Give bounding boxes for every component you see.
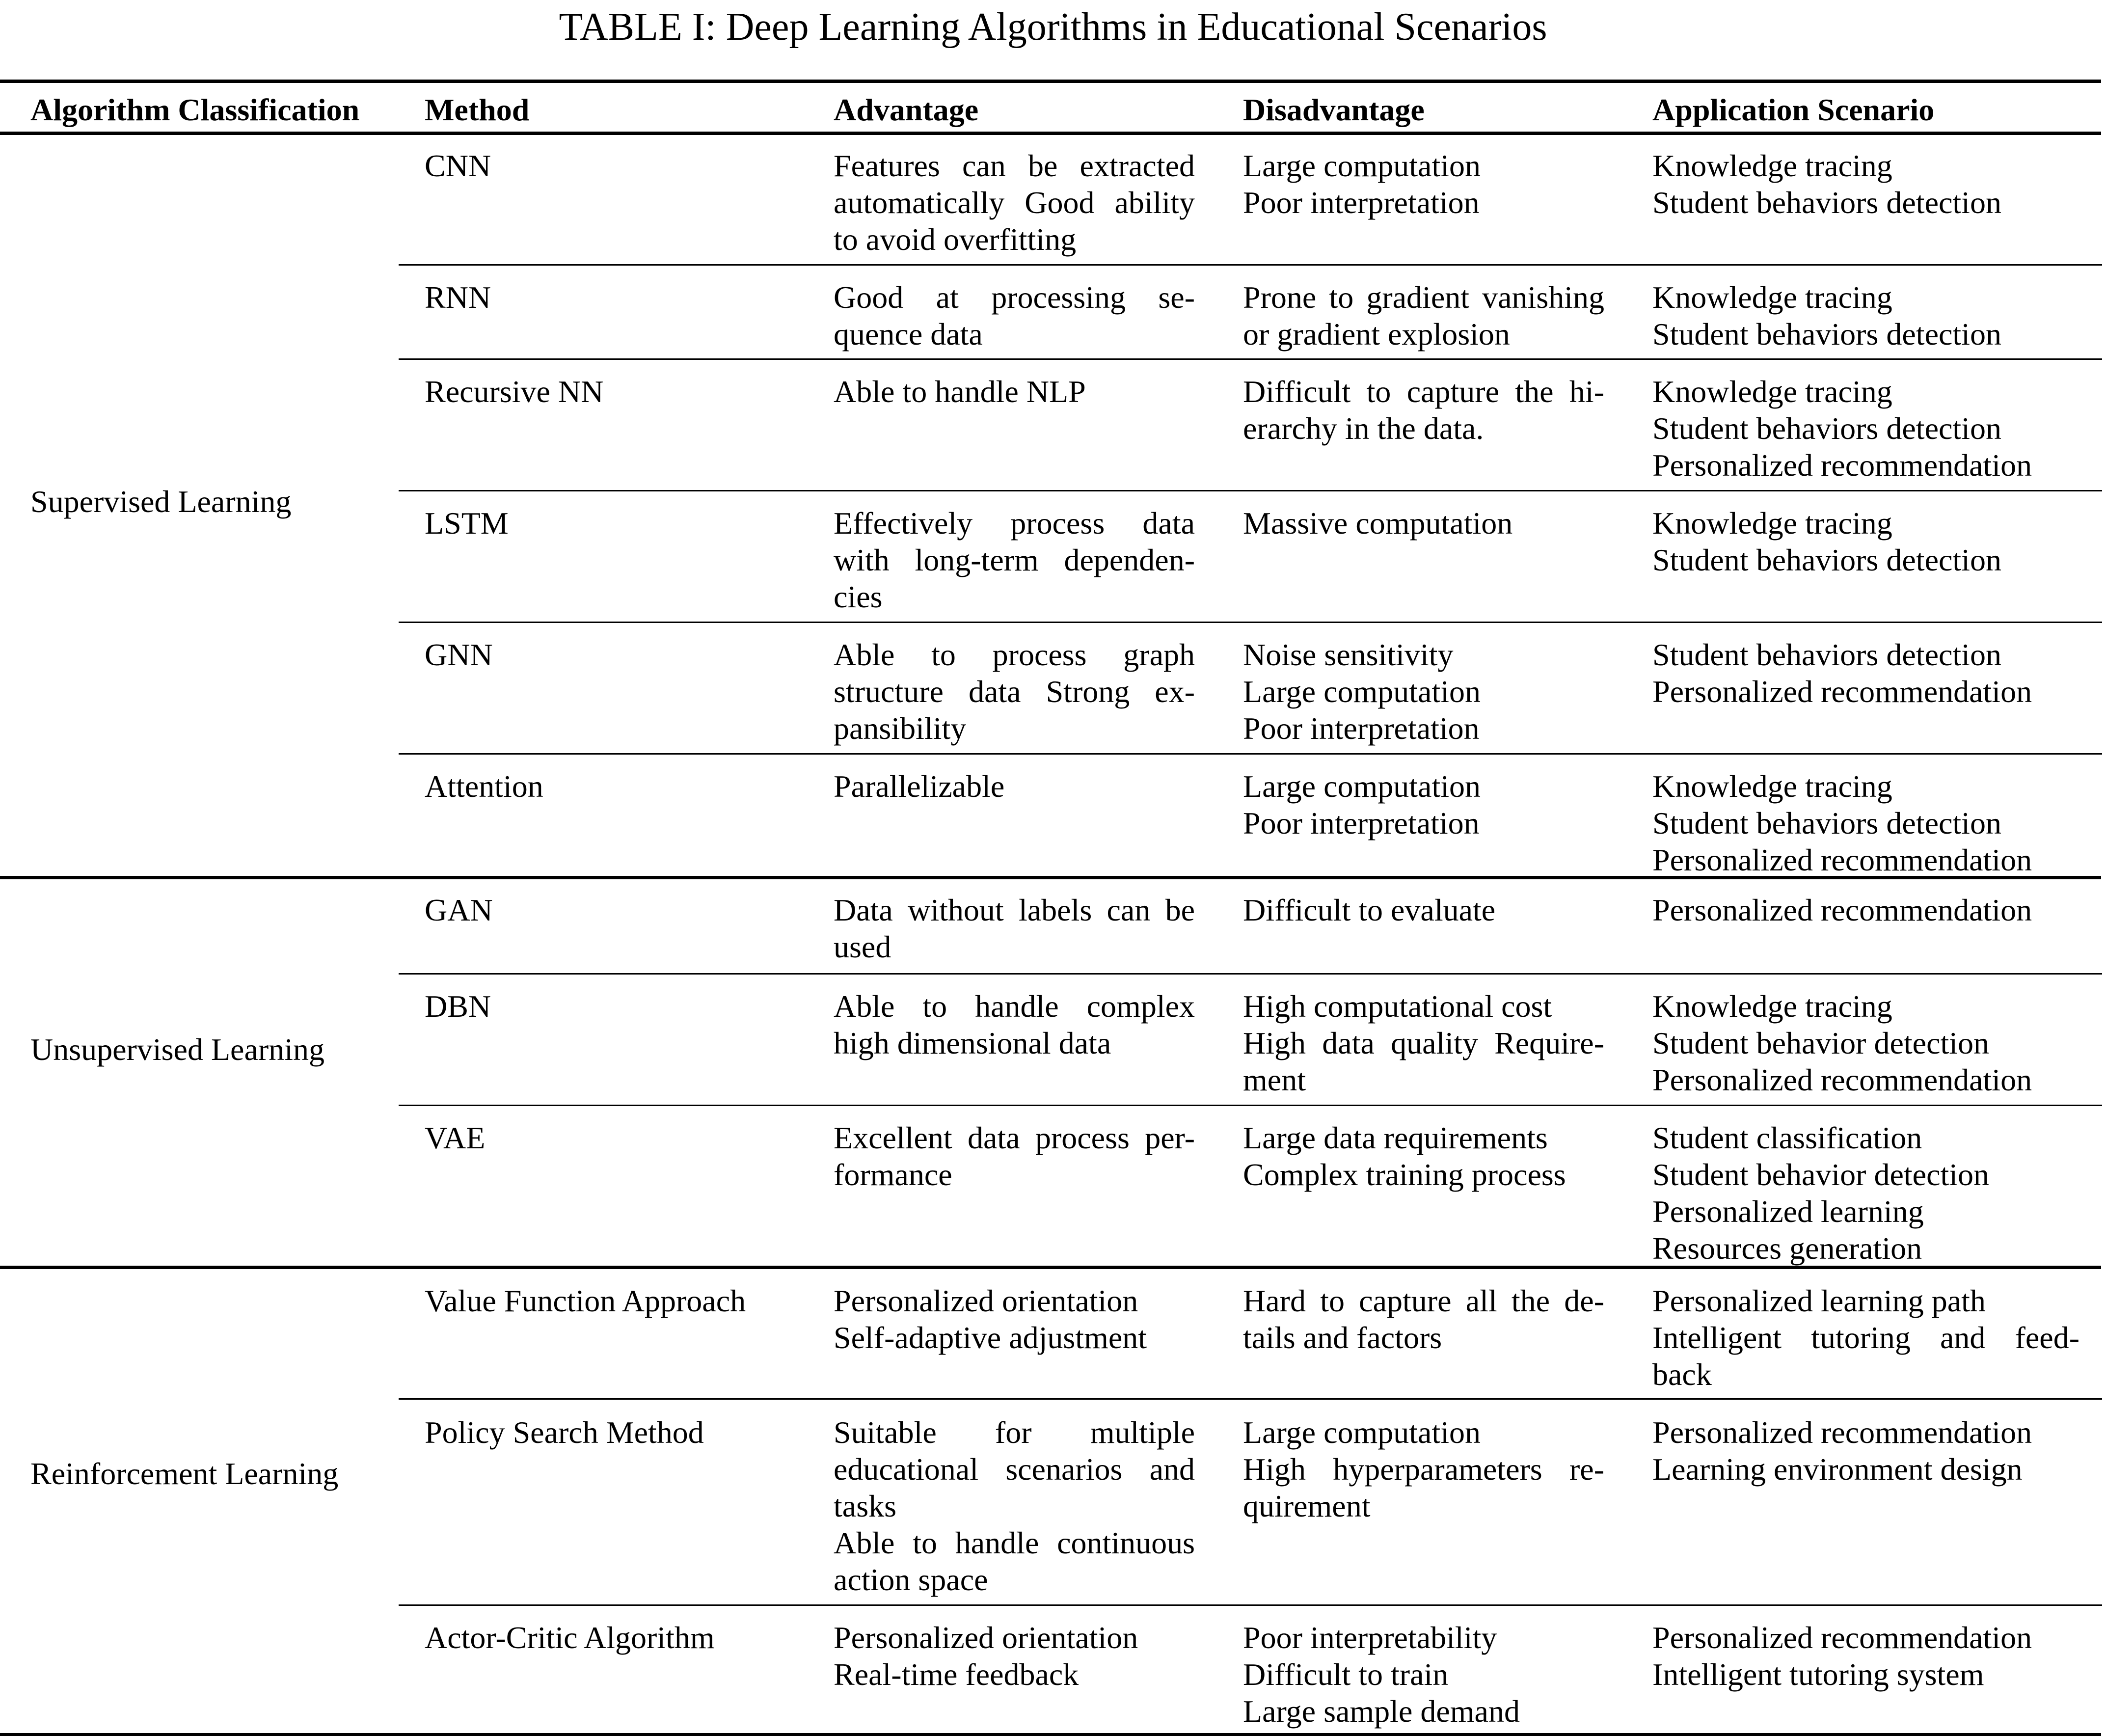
cell-disadvantage-line: Large data requirements <box>1243 1120 1548 1155</box>
cell-scenario-line: Learning environment design <box>1652 1452 2023 1487</box>
cell-disadvantage-line: Poor interpretability <box>1243 1620 1497 1655</box>
header-scenario: Application Scenario <box>1652 92 1935 127</box>
row-separator <box>399 358 2102 360</box>
cell-disadvantage-line: Poor interpretation <box>1243 806 1480 841</box>
cell-method: GNN <box>425 637 493 672</box>
cell-advantage-line: Suitable for multiple <box>834 1415 1195 1450</box>
cell-advantage-line: Good at processing se- <box>834 280 1195 315</box>
cell-scenario-line: Student behaviors detection <box>1652 317 2001 352</box>
cell-scenario-line: Student behaviors detection <box>1652 542 2001 577</box>
cell-advantage-line: Able to handle complex <box>834 989 1195 1024</box>
cell-scenario-line: Student behaviors detection <box>1652 411 2001 446</box>
cell-scenario-line: Student classification <box>1652 1120 1922 1155</box>
cell-scenario-line: back <box>1652 1357 1712 1392</box>
cell-disadvantage-line: Massive computation <box>1243 506 1513 541</box>
cell-disadvantage <box>1243 1414 1604 1524</box>
cell-disadvantage-line: Large computation <box>1243 148 1481 183</box>
cell-advantage <box>834 1619 1195 1693</box>
cell-advantage-line: Able to process graph <box>834 637 1195 672</box>
cell-advantage-line: with long-term dependen- <box>834 542 1195 577</box>
cell-advantage <box>834 1119 1195 1193</box>
cell-disadvantage-line: High hyperparameters re- <box>1243 1452 1604 1487</box>
row-separator <box>399 264 2102 266</box>
cell-advantage-line: Excellent data process per- <box>834 1120 1195 1155</box>
cell-scenario-line: Personalized recommendation <box>1652 674 2032 709</box>
cell-method: CNN <box>425 148 491 183</box>
cell-disadvantage <box>1243 279 1604 353</box>
cell-scenario <box>1652 768 2079 878</box>
cell-scenario <box>1652 505 2079 578</box>
row-separator <box>399 973 2102 975</box>
cell-advantage-line: formance <box>834 1157 952 1192</box>
cell-disadvantage-line: Difficult to capture the hi- <box>1243 374 1604 409</box>
cell-disadvantage-line: Complex training process <box>1243 1157 1566 1192</box>
cell-scenario-line: Personalized recommendation <box>1652 1415 2032 1450</box>
cell-scenario-line: Student behaviors detection <box>1652 185 2001 220</box>
cell-disadvantage <box>1243 988 1604 1098</box>
cell-disadvantage-line: erarchy in the data. <box>1243 411 1484 446</box>
cell-disadvantage-line: Difficult to train <box>1243 1657 1449 1692</box>
table-top-rule <box>0 80 2101 83</box>
cell-disadvantage-line: Large computation <box>1243 769 1481 804</box>
cell-scenario-line: Student behaviors detection <box>1652 806 2001 841</box>
cell-scenario <box>1652 988 2079 1098</box>
cell-advantage-line: to avoid overfitting <box>834 222 1077 257</box>
cell-method: Recursive NN <box>425 374 604 409</box>
cell-scenario-line: Intelligent tutoring system <box>1652 1657 1984 1692</box>
cell-disadvantage <box>1243 636 1604 747</box>
cell-disadvantage-line: ment <box>1243 1062 1306 1097</box>
cell-method: LSTM <box>425 506 509 541</box>
table-caption: TABLE I: Deep Learning Algorithms in Educational Scenarios <box>559 5 1547 49</box>
cell-advantage <box>834 279 1195 353</box>
cell-disadvantage-line: Poor interpretation <box>1243 185 1480 220</box>
cell-advantage-line: structure data Strong ex- <box>834 674 1195 709</box>
cell-disadvantage <box>1243 1619 1604 1730</box>
cell-disadvantage-line: quirement <box>1243 1489 1371 1523</box>
row-separator <box>399 490 2102 491</box>
header-classification: Algorithm Classification <box>30 92 360 127</box>
group-label-unsupervised: Unsupervised Learning <box>30 1032 324 1067</box>
cell-scenario <box>1652 373 2079 484</box>
cell-disadvantage <box>1243 768 1604 841</box>
cell-scenario-line: Personalized recommendation <box>1652 1062 2032 1097</box>
cell-advantage-line: Personalized orientation <box>834 1620 1138 1655</box>
cell-advantage <box>834 768 1195 805</box>
cell-scenario-line: Student behavior detection <box>1652 1026 1990 1060</box>
cell-disadvantage-line: Noise sensitivity <box>1243 637 1454 672</box>
cell-scenario-line: Knowledge tracing <box>1652 769 1892 804</box>
cell-method: Value Function Approach <box>425 1283 746 1318</box>
cell-method: Attention <box>425 769 543 804</box>
cell-scenario-line: Knowledge tracing <box>1652 148 1892 183</box>
cell-advantage <box>834 1414 1195 1598</box>
cell-advantage <box>834 1282 1195 1356</box>
cell-scenario <box>1652 892 2079 928</box>
cell-advantage-line: tasks <box>834 1489 896 1523</box>
cell-scenario <box>1652 1119 2079 1267</box>
cell-advantage-line: Data without labels can be <box>834 893 1195 927</box>
cell-scenario-line: Knowledge tracing <box>1652 506 1892 541</box>
cell-advantage-line: Personalized orientation <box>834 1283 1138 1318</box>
cell-disadvantage <box>1243 1282 1604 1356</box>
cell-disadvantage-line: Poor interpretation <box>1243 711 1480 746</box>
cell-advantage <box>834 988 1195 1061</box>
cell-method: VAE <box>425 1120 486 1155</box>
cell-disadvantage-line: Hard to capture all the de- <box>1243 1283 1604 1318</box>
cell-scenario-line: Personalized recommendation <box>1652 1620 2032 1655</box>
header-advantage: Advantage <box>834 92 979 127</box>
cell-advantage-line: automatically Good ability <box>834 185 1195 220</box>
cell-scenario <box>1652 1619 2079 1693</box>
cell-advantage <box>834 892 1195 965</box>
cell-advantage <box>834 373 1195 410</box>
cell-scenario-line: Knowledge tracing <box>1652 989 1892 1024</box>
cell-advantage <box>834 636 1195 747</box>
cell-disadvantage-line: Prone to gradient vanishing <box>1243 280 1604 315</box>
cell-disadvantage-line: High computational cost <box>1243 989 1552 1024</box>
cell-disadvantage <box>1243 373 1604 447</box>
cell-scenario-line: Knowledge tracing <box>1652 374 1892 409</box>
cell-scenario <box>1652 1282 2079 1393</box>
cell-scenario-line: Personalized learning <box>1652 1194 1924 1229</box>
cell-method: DBN <box>425 989 491 1024</box>
header-bottom-rule <box>0 132 2101 135</box>
cell-scenario-line: Knowledge tracing <box>1652 280 1892 315</box>
cell-scenario <box>1652 636 2079 710</box>
cell-advantage-line: action space <box>834 1562 988 1597</box>
cell-scenario-line: Student behavior detection <box>1652 1157 1990 1192</box>
cell-advantage-line: Able to handle NLP <box>834 374 1086 409</box>
cell-advantage-line: educational scenarios and <box>834 1452 1195 1487</box>
cell-advantage-line: quence data <box>834 317 983 352</box>
cell-scenario <box>1652 1414 2079 1488</box>
cell-disadvantage <box>1243 505 1604 542</box>
cell-scenario <box>1652 279 2079 353</box>
cell-advantage-line: cies <box>834 579 883 614</box>
row-separator <box>399 1604 2102 1606</box>
cell-disadvantage <box>1243 147 1604 221</box>
row-separator <box>399 622 2102 623</box>
cell-advantage-line: high dimensional data <box>834 1026 1111 1060</box>
cell-advantage-line: Real-time feedback <box>834 1657 1079 1692</box>
cell-scenario-line: Student behaviors detection <box>1652 637 2001 672</box>
cell-method: Actor-Critic Algorithm <box>425 1620 715 1655</box>
cell-disadvantage-line: Large computation <box>1243 1415 1481 1450</box>
cell-advantage-line: Features can be extracted <box>834 148 1195 183</box>
group-label-reinforcement: Reinforcement Learning <box>30 1456 339 1491</box>
cell-advantage-line: Effectively process data <box>834 506 1195 541</box>
cell-scenario-line: Personalized recommendation <box>1652 893 2032 927</box>
header-disadvantage: Disadvantage <box>1243 92 1425 127</box>
cell-method: Policy Search Method <box>425 1415 704 1450</box>
cell-disadvantage-line: Large sample demand <box>1243 1694 1520 1729</box>
cell-method: GAN <box>425 893 493 927</box>
cell-scenario <box>1652 147 2079 221</box>
cell-disadvantage-line: Difficult to evaluate <box>1243 893 1496 927</box>
cell-disadvantage-line: tails and factors <box>1243 1320 1442 1355</box>
cell-scenario-line: Personalized recommendation <box>1652 448 2032 483</box>
cell-scenario-line: Personalized recommendation <box>1652 842 2032 877</box>
row-separator <box>399 753 2102 755</box>
cell-disadvantage-line: or gradient explosion <box>1243 317 1510 352</box>
header-method: Method <box>425 92 530 127</box>
cell-scenario-line: Resources generation <box>1652 1231 1922 1266</box>
row-separator <box>399 1105 2102 1106</box>
cell-disadvantage-line: Large computation <box>1243 674 1481 709</box>
cell-scenario-line: Personalized learning path <box>1652 1283 1986 1318</box>
cell-advantage-line: Able to handle continuous <box>834 1525 1195 1560</box>
cell-scenario-line: Intelligent tutoring and feed- <box>1652 1320 2079 1355</box>
cell-advantage-line: used <box>834 929 891 964</box>
cell-disadvantage-line: High data quality Require- <box>1243 1026 1604 1060</box>
cell-disadvantage <box>1243 1119 1604 1193</box>
cell-disadvantage <box>1243 892 1604 928</box>
cell-advantage-line: pansibility <box>834 711 967 746</box>
cell-advantage <box>834 505 1195 615</box>
cell-advantage <box>834 147 1195 258</box>
group-label-supervised: Supervised Learning <box>30 484 292 519</box>
cell-advantage-line: Self-adaptive adjustment <box>834 1320 1147 1355</box>
cell-advantage-line: Parallelizable <box>834 769 1005 804</box>
row-separator <box>399 1398 2102 1400</box>
cell-method: RNN <box>425 280 491 315</box>
